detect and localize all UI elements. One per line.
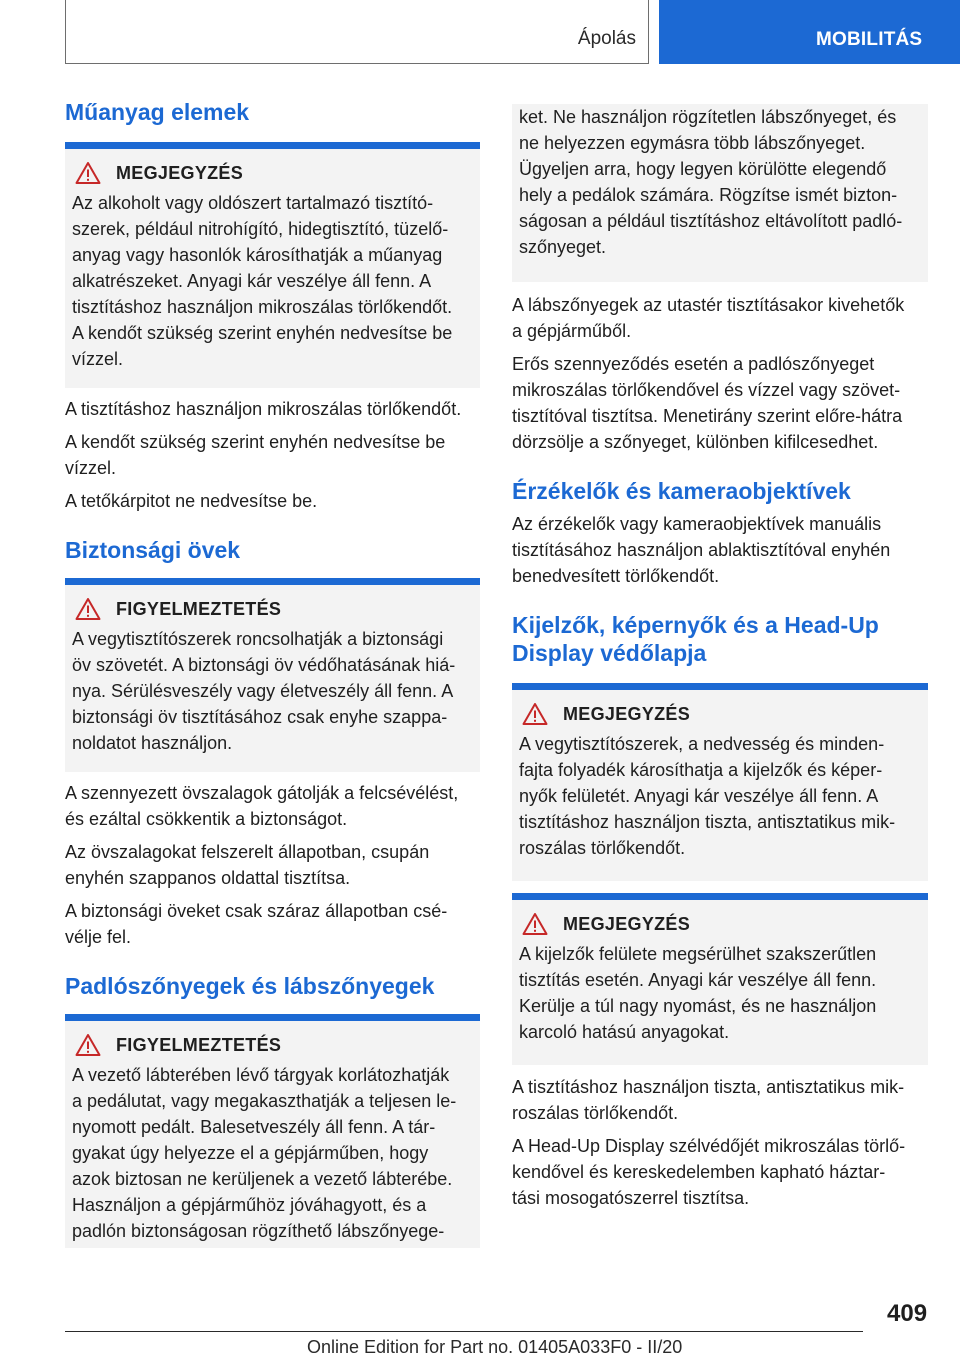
paragraph: A tisztításhoz használjon mikroszálas törlőkendőt. (65, 399, 462, 419)
note-text: A kijelzők felülete megsérülhet szakszerűtlen tisztítás esetén. Anyagi kár veszélye áll fenn. Kerülje a túl nagy nyomást, és ne használjon karcoló hatású anyagokat. (519, 944, 877, 1042)
warning-triangle-icon (75, 161, 101, 185)
note-text: A vegytisztítószerek, a nedvesség és minden- fajta folyadék károsíthatja a kijelzők és képer- nyők felületét. Anyagi kár veszélye áll fenn. A tisztításhoz használjon tiszta, antisztatikus mik- roszálas törlőkendőt. (519, 734, 896, 858)
right-column (512, 104, 928, 1211)
heading-kijelzok: Kijelzők, képernyők és a Head-Up Display védőlapja (512, 612, 879, 666)
paragraph: A kendőt szükség szerint enyhén nedvesítse be vízzel. (65, 432, 446, 478)
paragraph: Az övszalagokat felszerelt állapotban, csupán enyhén szappanos oldattal tisztítsa. (65, 842, 430, 888)
footer-edition-link[interactable]: Online Edition for Part no. 01405A033F0 - II/20 (307, 1337, 683, 1357)
left-column (65, 98, 480, 1248)
footer-divider (65, 1331, 863, 1332)
paragraph: A szennyezett övszalagok gátolják a felcsévélést, és ezáltal csökkentik a biztonságot. (65, 783, 459, 829)
section-rule (512, 683, 928, 690)
note-box (65, 149, 480, 388)
paragraph: A tisztításhoz használjon tiszta, antisztatikus mik- roszálas törlőkendőt. (512, 1077, 905, 1123)
warning-triangle-icon (75, 1033, 101, 1057)
warning-triangle-icon (75, 597, 101, 621)
header-box (65, 0, 649, 64)
warning-box-continued (512, 104, 928, 282)
note-box (512, 690, 928, 881)
warning-box (65, 585, 480, 772)
page-number: 409 (887, 1300, 928, 1327)
warning-triangle-icon (522, 912, 548, 936)
paragraph: A biztonsági öveket csak száraz állapotban csé- vélje fel. (65, 901, 448, 947)
note-title: MEGJEGYZÉS (563, 703, 691, 724)
paragraph: A lábszőnyegek az utastér tisztításakor kivehetők a gépjárműből. (512, 295, 905, 341)
heading-muanyag-elemek: Műanyag elemek (65, 99, 250, 125)
header-section-title: Ápolás (577, 28, 636, 49)
section-rule (65, 142, 480, 149)
section-rule (512, 893, 928, 900)
note-title: MEGJEGYZÉS (563, 913, 691, 934)
paragraph: A tetőkárpitot ne nedvesítse be. (65, 491, 318, 511)
note-text: A vegytisztítószerek roncsolhatják a biztonsági öv szövetét. A biztonsági öv védőhatásának hiá- nya. Sérülésveszély vagy életveszély áll fenn. A biztonsági öv tisztításához csak enyhe szappa- noldatot használjon. (72, 629, 456, 753)
note-text: ket. Ne használjon rögzítetlen lábszőnyeget, és ne helyezzen egymásra több lábszőnyeget. Ügyeljen arra, hogy legyen körülötte elegendő hely a pedálok számára. Rögzítse ismét bizton- ságosan a például tisztításhoz eltávolított padló- szőnyeget. (519, 107, 903, 257)
note-text: Az alkoholt vagy oldószert tartalmazó tisztító- szerek, például nitrohígító, hidegtisztító, tüzelő- anyag vagy hasonlók károsíthatják a műanyag alkatrészeket. Anyagi kár veszélye áll fenn. A tisztításhoz használjon mikroszálas törlőkendőt. A kendőt szükség szerint enyhén nedvesítse be vízzel. (72, 193, 453, 369)
heading-biztonsagi-ovek: Biztonsági övek (65, 537, 241, 563)
warning-box (65, 1021, 480, 1248)
heading-erzekelok: Érzékelők és kameraobjektívek (512, 478, 851, 504)
section-rule (65, 578, 480, 585)
paragraph: Az érzékelők vagy kameraobjektívek manuális tisztításához használjon ablaktisztítóval enyhén benedvesített törlőkendőt. (512, 514, 891, 586)
note-box (512, 900, 928, 1065)
note-title: MEGJEGYZÉS (116, 162, 244, 183)
paragraph: Erős szennyeződés esetén a padlószőnyeget mikroszálas törlőkendővel és vízzel vagy szövet- tisztítóval tisztítsa. Menetirány szerint előre-hátra dörzsölje a szőnyeget, különben kifilcesedhet. (512, 354, 903, 452)
note-title: FIGYELMEZTETÉS (116, 1034, 282, 1055)
heading-padloszonyegek: Padlószőnyegek és lábszőnyegek (65, 973, 435, 999)
note-text: A vezető lábterében lévő tárgyak korlátozhatják a pedálutat, vagy megakaszthatják a teljesen le- nyomott pedált. Balesetveszély áll fenn. A tár- gyakat úgy helyezze el a gépjárműben, hogy azok biztosan ne kerüljenek a vezető lábterébe. Használjon a gépjárműhöz jóváhagyott, és a padlón biztonságosan rögzíthető lábszőnyege- (72, 1065, 457, 1241)
warning-triangle-icon (522, 702, 548, 726)
note-title: FIGYELMEZTETÉS (116, 598, 282, 619)
section-rule (65, 1014, 480, 1021)
paragraph: A Head-Up Display szélvédőjét mikroszálas törlő- kendővel és kereskedelemben kapható háztar- tási mosogatószerrel tisztítsa. (512, 1136, 906, 1208)
header-chapter-tab[interactable]: MOBILITÁS (659, 0, 960, 64)
